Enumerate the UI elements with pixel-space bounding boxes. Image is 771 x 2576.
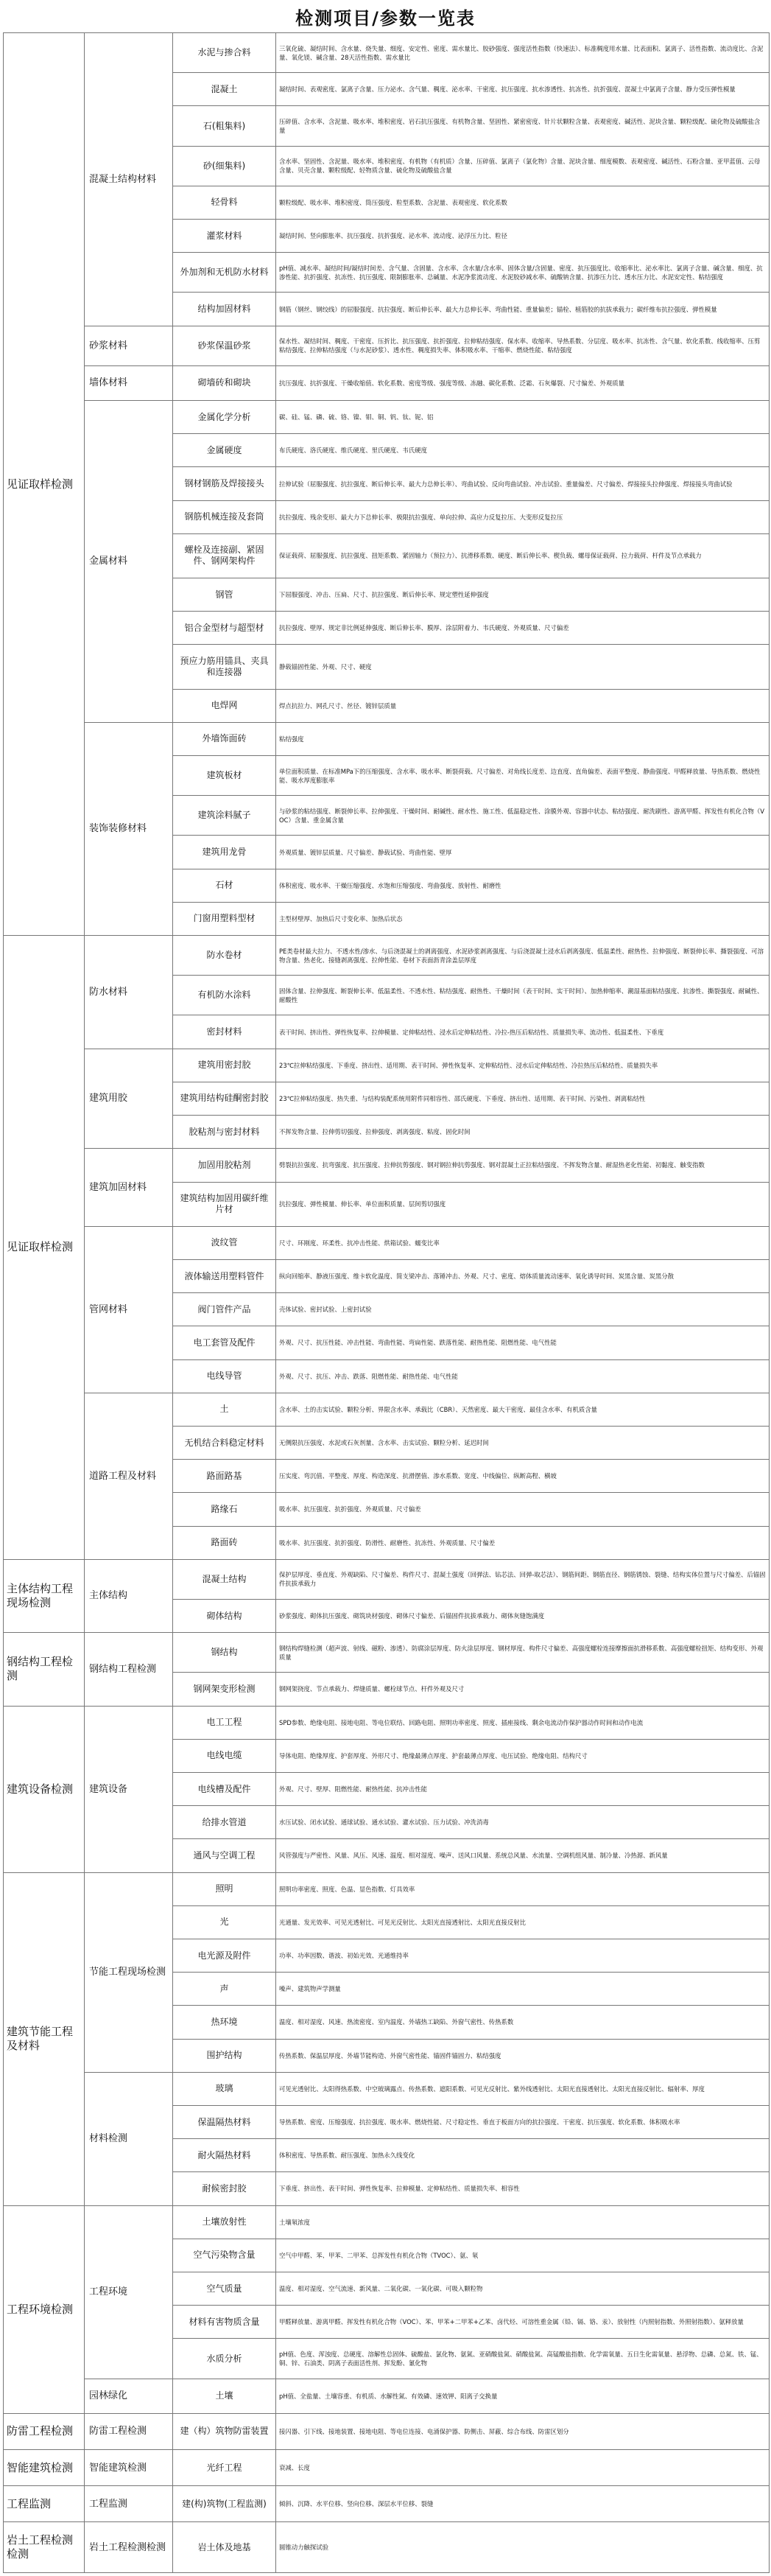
table-row [4,2486,770,2522]
table-row [4,2413,770,2449]
item-name-cell: 空气质量 [173,2272,276,2306]
item-name-cell: 建(构)筑物(工程监测) [173,2486,276,2522]
category-cell: 工程监测 [4,2486,85,2522]
table-row [4,2205,770,2239]
category-cell: 主体结构工程现场检测 [4,1559,85,1632]
table-row [4,33,770,73]
category-cell: 建筑节能工程及材料 [4,1872,85,2205]
item-name-cell: 防水卷材 [173,936,276,976]
item-name-cell: 电工套管及配件 [173,1326,276,1359]
group-cell: 装饰装修材料 [85,722,173,935]
item-detail-cell: 钢结构焊缝检测（超声波、射线、磁粉、渗透）、防腐涂层厚度、防火涂层厚度、钢材厚度、构件尺寸偏差、高强度螺栓连接摩擦面抗滑移系数、高强度螺栓扭矩、结构变形、外观质量 [276,1633,770,1673]
category-cell: 智能建筑检测 [4,2450,85,2486]
item-name-cell: 外加剂和无机防水材料 [173,253,276,293]
item-detail-cell: 可见光透射比、太阳得热系数、中空玻璃露点、传热系数、遮阳系数、可见光反射比、紫外线透射比、太阳光直接透射比、太阳光直接反射比、辐射率、厚度 [276,2072,770,2105]
item-name-cell: 混凝土结构 [173,1559,276,1599]
item-name-cell: 光 [173,1905,276,1939]
item-name-cell: 光纤工程 [173,2450,276,2486]
item-name-cell: 钢管 [173,578,276,612]
item-detail-cell: 吸水率、抗压强度、抗折强度、防滑性、耐磨性、抗冻性、外观质量、尺寸偏差 [276,1526,770,1559]
item-detail-cell: 劈裂抗拉强度、抗弯强度、抗压强度、拉伸抗剪强度、钢对钢拉伸抗剪强度、钢对混凝土正拉粘结强度、不挥发物含量、耐湿热老化性能、初黏度、触变指数 [276,1149,770,1182]
table-row [4,401,770,434]
item-name-cell: 钢结构 [173,1633,276,1673]
table-row [4,722,770,755]
item-detail-cell: 尺寸、环刚度、环柔性、抗冲击性能、烘箱试验、蠕变比率 [276,1226,770,1259]
item-name-cell: 砌体结构 [173,1599,276,1632]
item-detail-cell: SPD参数、绝缘电阻、接地电阻、等电位联结、回路电阻、照明功率密度、照度、插座接线、剩余电流动作保护器动作时间和动作电流 [276,1706,770,1739]
item-detail-cell: 抗拉强度、残余变形、最大力下总伸长率、极限抗拉强度、单向拉伸、高应力反复拉压、大变形反复拉压 [276,500,770,533]
table-row [4,2522,770,2572]
table-row [4,2379,770,2413]
item-name-cell: 灌浆材料 [173,220,276,253]
item-detail-cell: 粘结强度 [276,722,770,755]
group-cell: 防雷工程检测 [85,2413,173,2449]
item-detail-cell: 光通量、发光效率、可见光透射比、可见光反射比、太阳光直接透射比、太阳光直接反射比 [276,1905,770,1939]
group-cell: 工程环境 [85,2205,173,2379]
item-name-cell: 热环境 [173,2006,276,2039]
item-name-cell: 砂浆保温砂浆 [173,326,276,365]
item-name-cell: 轻骨料 [173,186,276,219]
item-detail-cell: 吸水率、抗压强度、抗折强度、外观质量、尺寸偏差 [276,1493,770,1526]
group-cell: 节能工程现场检测 [85,1872,173,2072]
item-detail-cell: 外观、尺寸、壁厚、阻燃性能、耐热性能、抗冲击性能 [276,1772,770,1805]
item-name-cell: 材料有害物质含量 [173,2306,276,2339]
table-row [4,1393,770,1426]
item-detail-cell: 表干时间、挤出性、弹性恢复率、拉伸模量、定伸粘结性、浸水后定伸粘结性、冷拉-热压后粘结性、质量损失率、流动性、低温柔性、下垂度 [276,1015,770,1049]
item-detail-cell: 碳、硅、锰、磷、硫、铬、镍、钼、铜、钒、钛、铌、铝 [276,401,770,434]
item-detail-cell: 甲醛释放量、游离甲醛、挥发性有机化合物（VOC）、苯、甲苯+二甲苯+乙苯、卤代烃、可溶性重金属（铅、镉、铬、汞）、放射性（内照射指数、外照射指数）、氨释放量 [276,2306,770,2339]
item-name-cell: 耐候密封胶 [173,2172,276,2205]
group-cell: 岩土工程检测检测 [85,2522,173,2572]
item-name-cell: 加固用胶粘剂 [173,1149,276,1182]
item-detail-cell: 23℃拉伸粘结强度、下垂度、挤出性、适用期、表干时间、弹性恢复率、定伸粘结性、浸水后定伸粘结性、冷拉热压后粘结性、质量损失率 [276,1049,770,1082]
item-detail-cell: PE类卷材最大拉力、不透水性/渗水、与后浇混凝土的剥离强度、水泥砂浆剥离强度、与后浇混凝土浸水后剥离强度、低温柔性、耐热性、拉伸强度、断裂伸长率、撕裂强度、可溶物含量、热老化、接缝剥离强度、拉伸性能、卷材下表面沥青涂盖层厚度 [276,936,770,976]
item-detail-cell: 固体含量、拉伸强度、断裂伸长率、低温柔性、不透水性、粘结强度、耐热性、干燥时间（表干时间、实干时间）、加热伸缩率、潮湿基面粘结强度、抗渗性、撕裂强度、耐碱性、耐酸性 [276,976,770,1015]
item-name-cell: 水泥与掺合料 [173,33,276,73]
table-row [4,936,770,976]
item-detail-cell: 外观、尺寸、抗压性能、冲击性能、弯曲性能、弯扁性能、跌落性能、耐热性能、阻燃性能、电气性能 [276,1326,770,1359]
item-name-cell: 建筑用结构硅酮密封胶 [173,1082,276,1115]
item-detail-cell: 接闪器、引下线、接地装置、接地电阻、等电位连接、电涌保护器、防侧击、屏蔽、综合布线、防雷区划分 [276,2413,770,2449]
item-detail-cell: pH值、减水率、凝结时间/凝结时间差、含气量、含固量、含水率、含水量/含水率、固体含量/含固量、密度、抗压强度比、收缩率比、泌水率比、氯离子含量、碱含量、细度、抗渗性能、抗折强度、抗冻性、抗压强度、限制膨胀率、总碱量、水泥净浆流动度、水泥胶砂减水率、硫酸钠含量、抗渗压力比、透水压力比、水泥安定性、粘结强度 [276,253,770,293]
item-name-cell: 金属硬度 [173,434,276,467]
item-detail-cell: 保水性、凝结时间、稠度、干密度、压折比、抗压强度、抗折强度、拉伸粘结强度、保水率、收缩率、导热系数、分层度、吸水率、抗冻性、含气量、软化系数、线收缩率、压剪粘结强度、拉伸粘结强度（与水泥砂浆）、透水性、稠度损失率、体积吸水率、干缩率、燃烧性能、粘结强度 [276,326,770,365]
item-detail-cell: 衰减、长度 [276,2450,770,2486]
item-detail-cell: 保护层厚度、垂直度、外观缺陷、尺寸偏差、构件尺寸、混凝土强度（回弹法、钻芯法、回弹-取芯法）、钢筋间距、钢筋直径、钢筋锈蚀、裂缝、结构实体位置与尺寸偏差、后锚固件抗拔承载力 [276,1559,770,1599]
item-name-cell: 建筑用密封胶 [173,1049,276,1082]
category-cell: 钢结构工程检测 [4,1633,85,1706]
category-cell: 岩土工程检测检测 [4,2522,85,2572]
item-detail-cell: 与砂浆的粘结强度、断裂伸长率、拉伸强度、干燥时间、耐碱性、耐水性、施工性、低温稳定性、涂膜外观、容器中状态、粘结强度、耐洗刷性、游离甲醛、挥发性有机化合物（VOC）含量、重金属含量 [276,796,770,836]
group-cell: 防水材料 [85,936,173,1049]
item-name-cell: 门窗用塑料型材 [173,902,276,935]
item-name-cell: 钢筋机械连接及套筒 [173,500,276,533]
table-row [4,2072,770,2105]
item-name-cell: 电线电缆 [173,1739,276,1772]
item-name-cell: 建筑结构加固用碳纤维片材 [173,1182,276,1226]
item-detail-cell: 噪声、建筑物声学测量 [276,1973,770,2006]
item-detail-cell: 抗压强度、抗折强度、干燥收缩值、软化系数、密度等级、强度等级、冻融、碳化系数、泛霜、石灰爆裂、尺寸偏差、外观质量 [276,365,770,400]
item-name-cell: 混凝土 [173,73,276,106]
group-cell: 管网材料 [85,1226,173,1393]
group-cell: 混凝土结构材料 [85,33,173,326]
page-title: 检测项目/参数一览表 [295,7,476,29]
table-row [4,365,770,400]
item-name-cell: 铝合金型材与超型材 [173,612,276,645]
item-detail-cell: 倾斜、沉降、水平位移、竖向位移、深层水平位移、裂缝 [276,2486,770,2522]
item-detail-cell: 温度、相对湿度、空气流速、新风量、二氧化碳、一氧化碳、可吸入颗粒物 [276,2272,770,2306]
item-detail-cell: 三氧化硫、凝结时间、含水量、烧失量、细度、安定性、密度、需水量比、胶砂强度、强度活性指数（快速法）、标准稠度用水量、比表面积、氯离子、活性指数、流动度比、含泥量、氧化镁、碱含量、28天活性指数、需水量比 [276,33,770,73]
item-detail-cell: 无侧限抗压强度、水泥或石灰剂量、含水率、击实试验、颗粒分析、延迟时间 [276,1426,770,1459]
group-cell: 材料检测 [85,2072,173,2205]
item-name-cell: 螺栓及连接副、紧固件、钢网架构件 [173,533,276,578]
item-detail-cell: 外观质量、镀锌层质量、尺寸偏差、静载试验、弯曲性能、壁厚 [276,836,770,869]
item-name-cell: 水质分析 [173,2339,276,2379]
item-name-cell: 路面路基 [173,1460,276,1493]
table-row [4,1633,770,1673]
category-cell: 见证取样检测 [4,33,85,936]
item-detail-cell: 23℃拉伸粘结强度、热失重、与结构装配系统用附件同相容性、邵氏硬度、下垂度、挤出性、适用期、表干时间、污染性、剥离粘结性 [276,1082,770,1115]
item-name-cell: 金属化学分析 [173,401,276,434]
table-row [4,1226,770,1259]
item-name-cell: 波纹管 [173,1226,276,1259]
item-name-cell: 电光源及附件 [173,1939,276,1972]
item-name-cell: 石材 [173,869,276,902]
item-detail-cell: 保证载荷、屈服强度、抗拉强度、扭矩系数、紧固轴力（预拉力）、抗滑移系数、硬度、断后伸长率、楔负载、螺母保证载荷、拉力载荷、杆件及节点承载力 [276,533,770,578]
item-detail-cell: 体积密度、导热系数、耐压强度、加热永久线变化 [276,2139,770,2172]
item-detail-cell: 风管强度与严密性、风量、风压、风速、温度、相对湿度、噪声、送风口风量、系统总风量、水流量、空调机组风量、制冷量、冷热源、新风量 [276,1839,770,1872]
item-name-cell: 空气污染物含量 [173,2239,276,2272]
item-name-cell: 声 [173,1973,276,2006]
item-detail-cell: 布氏硬度、洛氏硬度、维氏硬度、里氏硬度、韦氏硬度 [276,434,770,467]
item-name-cell: 结构加固材料 [173,293,276,326]
item-name-cell: 液体输送用塑料管件 [173,1259,276,1292]
table-row [4,1872,770,1905]
item-detail-cell: 体积密度、吸水率、干燥压缩强度、水饱和压缩强度、弯曲强度、放射性、耐磨性 [276,869,770,902]
item-detail-cell: 单位面积质量、在标准MPa下的压缩强度、含水率、吸水率、断裂荷载、尺寸偏差、对角线长度差、边直度、直角偏差、表面平整度、静曲强度、甲醛释放量、导热系数、燃烧性能、吸水厚度膨胀率 [276,756,770,796]
item-detail-cell: 静载锚固性能、外观、尺寸、硬度 [276,645,770,689]
item-name-cell: 围护结构 [173,2039,276,2072]
item-detail-cell: 圆锥动力触探试验 [276,2522,770,2572]
item-detail-cell: 含水率、坚固性、含泥量、吸水率、堆积密度、有机物（有机质）含量、压碎值、氯离子（氯化物）含量、泥块含量、细度模数、表观密度、碱活性、石粉含量、亚甲蓝值、云母含量、贝壳含量、颗粒级配、轻物质含量、硫化物及硫酸盐含量 [276,146,770,186]
group-cell: 主体结构 [85,1559,173,1632]
table-row [4,1559,770,1599]
item-detail-cell: 抗拉强度、壁厚、规定非比例延伸强度、断后伸长率、膜厚、涂层附着力、韦氏硬度、外观质量、尺寸偏差 [276,612,770,645]
category-cell: 防雷工程检测 [4,2413,85,2449]
item-detail-cell: 温度、相对湿度、风速、热流密度、室内温度、外墙热工缺陷、外窗气密性、传热系数 [276,2006,770,2039]
table-row [4,326,770,365]
item-detail-cell: 主型材壁厚、加热后尺寸变化率、加热后状态 [276,902,770,935]
item-detail-cell: 下屈服强度、冲击、压扁、尺寸、抗拉强度、断后伸长率、规定塑性延伸强度 [276,578,770,612]
item-name-cell: 建筑涂料腻子 [173,796,276,836]
table-row [4,1706,770,1739]
item-detail-cell: 焊点抗拉力、网孔尺寸、丝径、镀锌层质量 [276,689,770,722]
item-name-cell: 建（构）筑物防雷装置 [173,2413,276,2449]
item-detail-cell: 土壤氡浓度 [276,2205,770,2239]
group-cell: 园林绿化 [85,2379,173,2413]
item-name-cell: 建筑板材 [173,756,276,796]
item-detail-cell: 颗粒级配、吸水率、堆积密度、筒压强度、粒型系数、含泥量、表观密度、软化系数 [276,186,770,219]
item-detail-cell: 不挥发物含量、拉伸剪切强度、拉伸强度、剥离强度、粘度、固化时间 [276,1116,770,1149]
item-name-cell: 岩土体及地基 [173,2522,276,2572]
group-cell: 墙体材料 [85,365,173,400]
item-detail-cell: 含水率、土的击实试验、颗粒分析、界限含水率、承载比（CBR）、天然密度、最大干密度、最佳含水率、有机质含量 [276,1393,770,1426]
item-detail-cell: 照明功率密度、照度、色温、显色指数、灯具效率 [276,1872,770,1905]
group-cell: 道路工程及材料 [85,1393,173,1559]
item-name-cell: 给排水管道 [173,1806,276,1839]
item-name-cell: 砂(细集料) [173,146,276,186]
item-name-cell: 电线槽及配件 [173,1772,276,1805]
item-detail-cell: pH值、全盐量、土壤容重、有机质、水解性氮、有效磷、速效钾、阳离子交换量 [276,2379,770,2413]
item-name-cell: 砌墙砖和砌块 [173,365,276,400]
item-detail-cell: 空气中甲醛、苯、甲苯、二甲苯、总挥发性有机化合物（TVOC）、氨、氡 [276,2239,770,2272]
item-detail-cell: 壳体试验、密封试验、上密封试验 [276,1293,770,1326]
group-cell: 钢结构工程检测 [85,1633,173,1706]
item-name-cell: 密封材料 [173,1015,276,1049]
item-detail-cell: 下垂度、挤出性、表干时间、弹性恢复率、拉伸模量、定伸粘结性、质量损失率、相容性 [276,2172,770,2205]
item-name-cell: 电焊网 [173,689,276,722]
item-name-cell: 耐火隔热材料 [173,2139,276,2172]
item-name-cell: 钢网架变形检测 [173,1673,276,1706]
table-row [4,1049,770,1082]
table-row [4,1149,770,1182]
item-detail-cell: 导热系数、密度、压缩强度、抗拉强度、吸水率、燃烧性能、尺寸稳定性、垂直于板面方向的抗拉强度、干密度、抗压强度、软化系数、体积吸水率 [276,2105,770,2138]
group-cell: 建筑加固材料 [85,1149,173,1226]
item-detail-cell: 抗拉强度、弹性模量、伸长率、单位面积质量、层间剪切强度 [276,1182,770,1226]
group-cell: 砂浆材料 [85,326,173,365]
category-cell: 工程环境检测 [4,2205,85,2413]
item-name-cell: 照明 [173,1872,276,1905]
item-name-cell: 胶粘剂与密封材料 [173,1116,276,1149]
item-detail-cell: 钢网架挠度、节点承载力、焊缝质量、螺栓球节点、杆件外观及尺寸 [276,1673,770,1706]
item-name-cell: 土壤 [173,2379,276,2413]
category-cell: 见证取样检测 [4,936,85,1560]
group-cell: 建筑用胶 [85,1049,173,1149]
item-detail-cell: 纵向回缩率、静液压强度、维卡软化温度、简支梁冲击、落锤冲击、外观、尺寸、密度、熔体质量流动速率、氧化诱导时间、炭黑含量、炭黑分散 [276,1259,770,1292]
item-name-cell: 土 [173,1393,276,1426]
item-name-cell: 土壤放射性 [173,2205,276,2239]
test-item-table [3,32,770,2573]
group-cell: 工程监测 [85,2486,173,2522]
item-name-cell: 阀门管件产品 [173,1293,276,1326]
group-cell: 金属材料 [85,401,173,723]
item-detail-cell: 凝结时间、表观密度、氯离子含量、压力泌水、含气量、稠度、泌水率、干密度、抗压强度、抗水渗透性、抗冻性、抗折强度、混凝土中氯离子含量、静力受压弹性模量 [276,73,770,106]
item-name-cell: 通风与空调工程 [173,1839,276,1872]
item-detail-cell: 外观、尺寸、抗压、冲击、跌落、阻燃性能、耐热性能、电气性能 [276,1359,770,1393]
group-cell: 智能建筑检测 [85,2450,173,2486]
item-detail-cell: 水压试验、闭水试验、通球试验、通水试验、灌水试验、压力试验、冲洗消毒 [276,1806,770,1839]
item-detail-cell: 凝结时间、竖向膨胀率、抗压强度、抗折强度、泌水率、流动度、泌浮压力比、粒径 [276,220,770,253]
item-name-cell: 路面砖 [173,1526,276,1559]
item-detail-cell: 钢筋（钢丝、钢绞线）的屈服强度、抗拉强度、断后伸长率、最大力总伸长率、弯曲性能、重量偏差；锚栓、植筋胶的抗拔承载力；碳纤维布抗拉强度、弹性模量 [276,293,770,326]
item-detail-cell: 功率、功率因数、谐波、初始光效、光通维持率 [276,1939,770,1972]
item-name-cell: 路缘石 [173,1493,276,1526]
item-name-cell: 预应力筋用锚具、夹具和连接器 [173,645,276,689]
item-detail-cell: 压实度、弯沉值、平整度、厚度、构造深度、抗滑摆值、渗水系数、宽度、中线偏位、纵断高程、横坡 [276,1460,770,1493]
item-name-cell: 石(粗集料) [173,106,276,146]
table-row [4,2450,770,2486]
item-name-cell: 电工工程 [173,1706,276,1739]
item-name-cell: 玻璃 [173,2072,276,2105]
item-detail-cell: 传热系数、保温层厚度、外墙节能构造、外窗气密性能、锚固件锚固力、粘结强度 [276,2039,770,2072]
item-name-cell: 外墙饰面砖 [173,722,276,755]
item-detail-cell: 拉伸试验（屈服强度、抗拉强度、断后伸长率、最大力总伸长率）、弯曲试验、反向弯曲试验、冲击试验、重量偏差、尺寸偏差、焊接接头拉伸强度、焊接接头弯曲试验 [276,467,770,500]
item-name-cell: 建筑用龙骨 [173,836,276,869]
item-detail-cell: pH值、色度、浑浊度、总硬度、溶解性总固体、硫酸盐、氯化物、氨氮、亚硝酸盐氮、硝酸盐氮、高锰酸盐指数、化学需氧量、五日生化需氧量、悬浮物、总磷、总氮、铁、锰、铜、锌、石油类、阴离子表面活性剂、挥发酚、氰化物 [276,2339,770,2379]
item-name-cell: 无机结合料稳定材料 [173,1426,276,1459]
table-body [4,33,770,2573]
item-name-cell: 保温隔热材料 [173,2105,276,2138]
item-detail-cell: 压碎值、含水率、含泥量、吸水率、堆积密度、岩石抗压强度、有机物含量、坚固性、紧密密度、针片状颗粒含量、表观密度、碱活性、泥块含量、颗粒级配、硫化物及硫酸盐含量 [276,106,770,146]
category-cell: 建筑设备检测 [4,1706,85,1872]
item-name-cell: 钢材钢筋及焊接接头 [173,467,276,500]
item-detail-cell: 砂浆强度、砌体抗压强度、砌筑块材强度、砌体尺寸偏差、后锚固件抗拔承载力、砌体灰缝饱满度 [276,1599,770,1632]
item-name-cell: 电线导管 [173,1359,276,1393]
item-name-cell: 有机防水涂料 [173,976,276,1015]
item-detail-cell: 导体电阻、绝缘厚度、护套厚度、外形尺寸、绝缘最薄点厚度、护套最薄点厚度、电压试验、绝缘电阻、结构尺寸 [276,1739,770,1772]
group-cell: 建筑设备 [85,1706,173,1872]
